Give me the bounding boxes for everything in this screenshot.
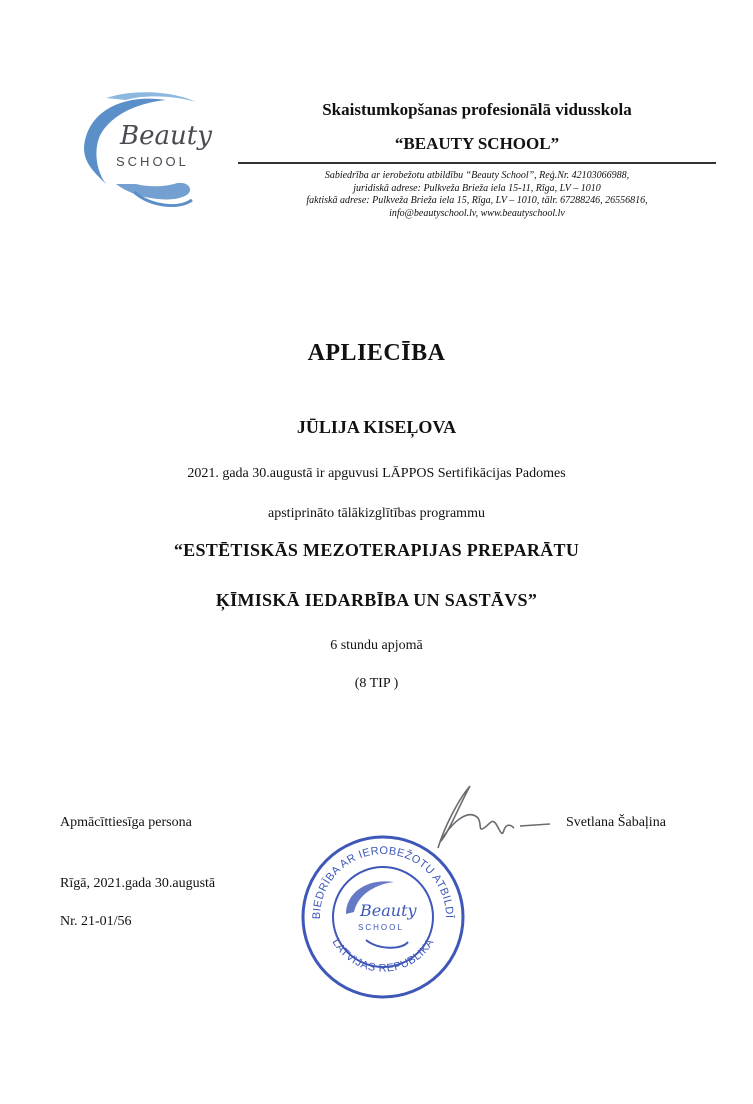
school-address bbox=[238, 170, 716, 220]
certificate-number: Nr. 21-01/56 bbox=[60, 914, 132, 929]
authority-label: Apmācīttiesīga persona bbox=[60, 815, 192, 830]
address-line: faktiskā adrese: Pulkveža Brieža iela 15, Rīga, LV – 1010, tālr. 67288246, 26556816, bbox=[306, 195, 648, 206]
beauty-school-logo bbox=[76, 88, 236, 220]
address-line: juridiskā adrese: Pulkveža Brieža iela 15-11, Rīga, LV – 1010 bbox=[353, 182, 601, 194]
person-name: JŪLIJA KISEĻOVA bbox=[296, 417, 457, 437]
approval-line: apstiprināto tālākizglītības programmu bbox=[268, 506, 485, 521]
certificate-title: APLIECĪBA bbox=[307, 340, 446, 366]
points-line: (8 TIP ) bbox=[354, 676, 399, 691]
stamp-ring-text: BIEDRĪBA AR IEROBEŽOTU ATBILDĪ bbox=[310, 844, 456, 920]
place-date: Rīgā, 2021.gada 30.augustā bbox=[60, 876, 216, 891]
hours-line: 6 stundu apjomā bbox=[330, 638, 423, 653]
stamp-school-text: SCHOOL bbox=[358, 923, 404, 932]
address-line: info@beautyschool.lv, www.beautyschool.lv bbox=[389, 207, 565, 219]
program-title-line1: “ESTĒTISKĀS MEZOTERAPIJAS PREPARĀTU bbox=[173, 540, 580, 560]
program-title-line2: ĶĪMISKĀ IEDARBĪBA UN SASTĀVS” bbox=[215, 590, 538, 610]
logo-school-text: SCHOOL bbox=[116, 154, 189, 169]
logo-script-text: Beauty bbox=[120, 121, 212, 151]
signer-name: Svetlana Šabaļina bbox=[566, 815, 666, 830]
stamp-bottom-text: LATVIJAS REPUBLIKA bbox=[329, 936, 437, 975]
school-brand: “BEAUTY SCHOOL” bbox=[394, 134, 560, 153]
stamp-script-text: Beauty bbox=[360, 901, 417, 920]
svg-text:LATVIJAS REPUBLIKA bbox=[330, 937, 437, 975]
completion-line: 2021. gada 30.augustā ir apguvusi LĀPPOS Sertifikācijas Padomes bbox=[187, 466, 566, 481]
header-divider bbox=[238, 162, 716, 164]
official-stamp bbox=[298, 832, 468, 1002]
school-name: Skaistumkopšanas profesionālā vidusskola bbox=[322, 100, 632, 119]
address-line: Sabiedrība ar ierobežotu atbildību “Beauty School”, Reģ.Nr. 42103066988, bbox=[324, 170, 630, 181]
